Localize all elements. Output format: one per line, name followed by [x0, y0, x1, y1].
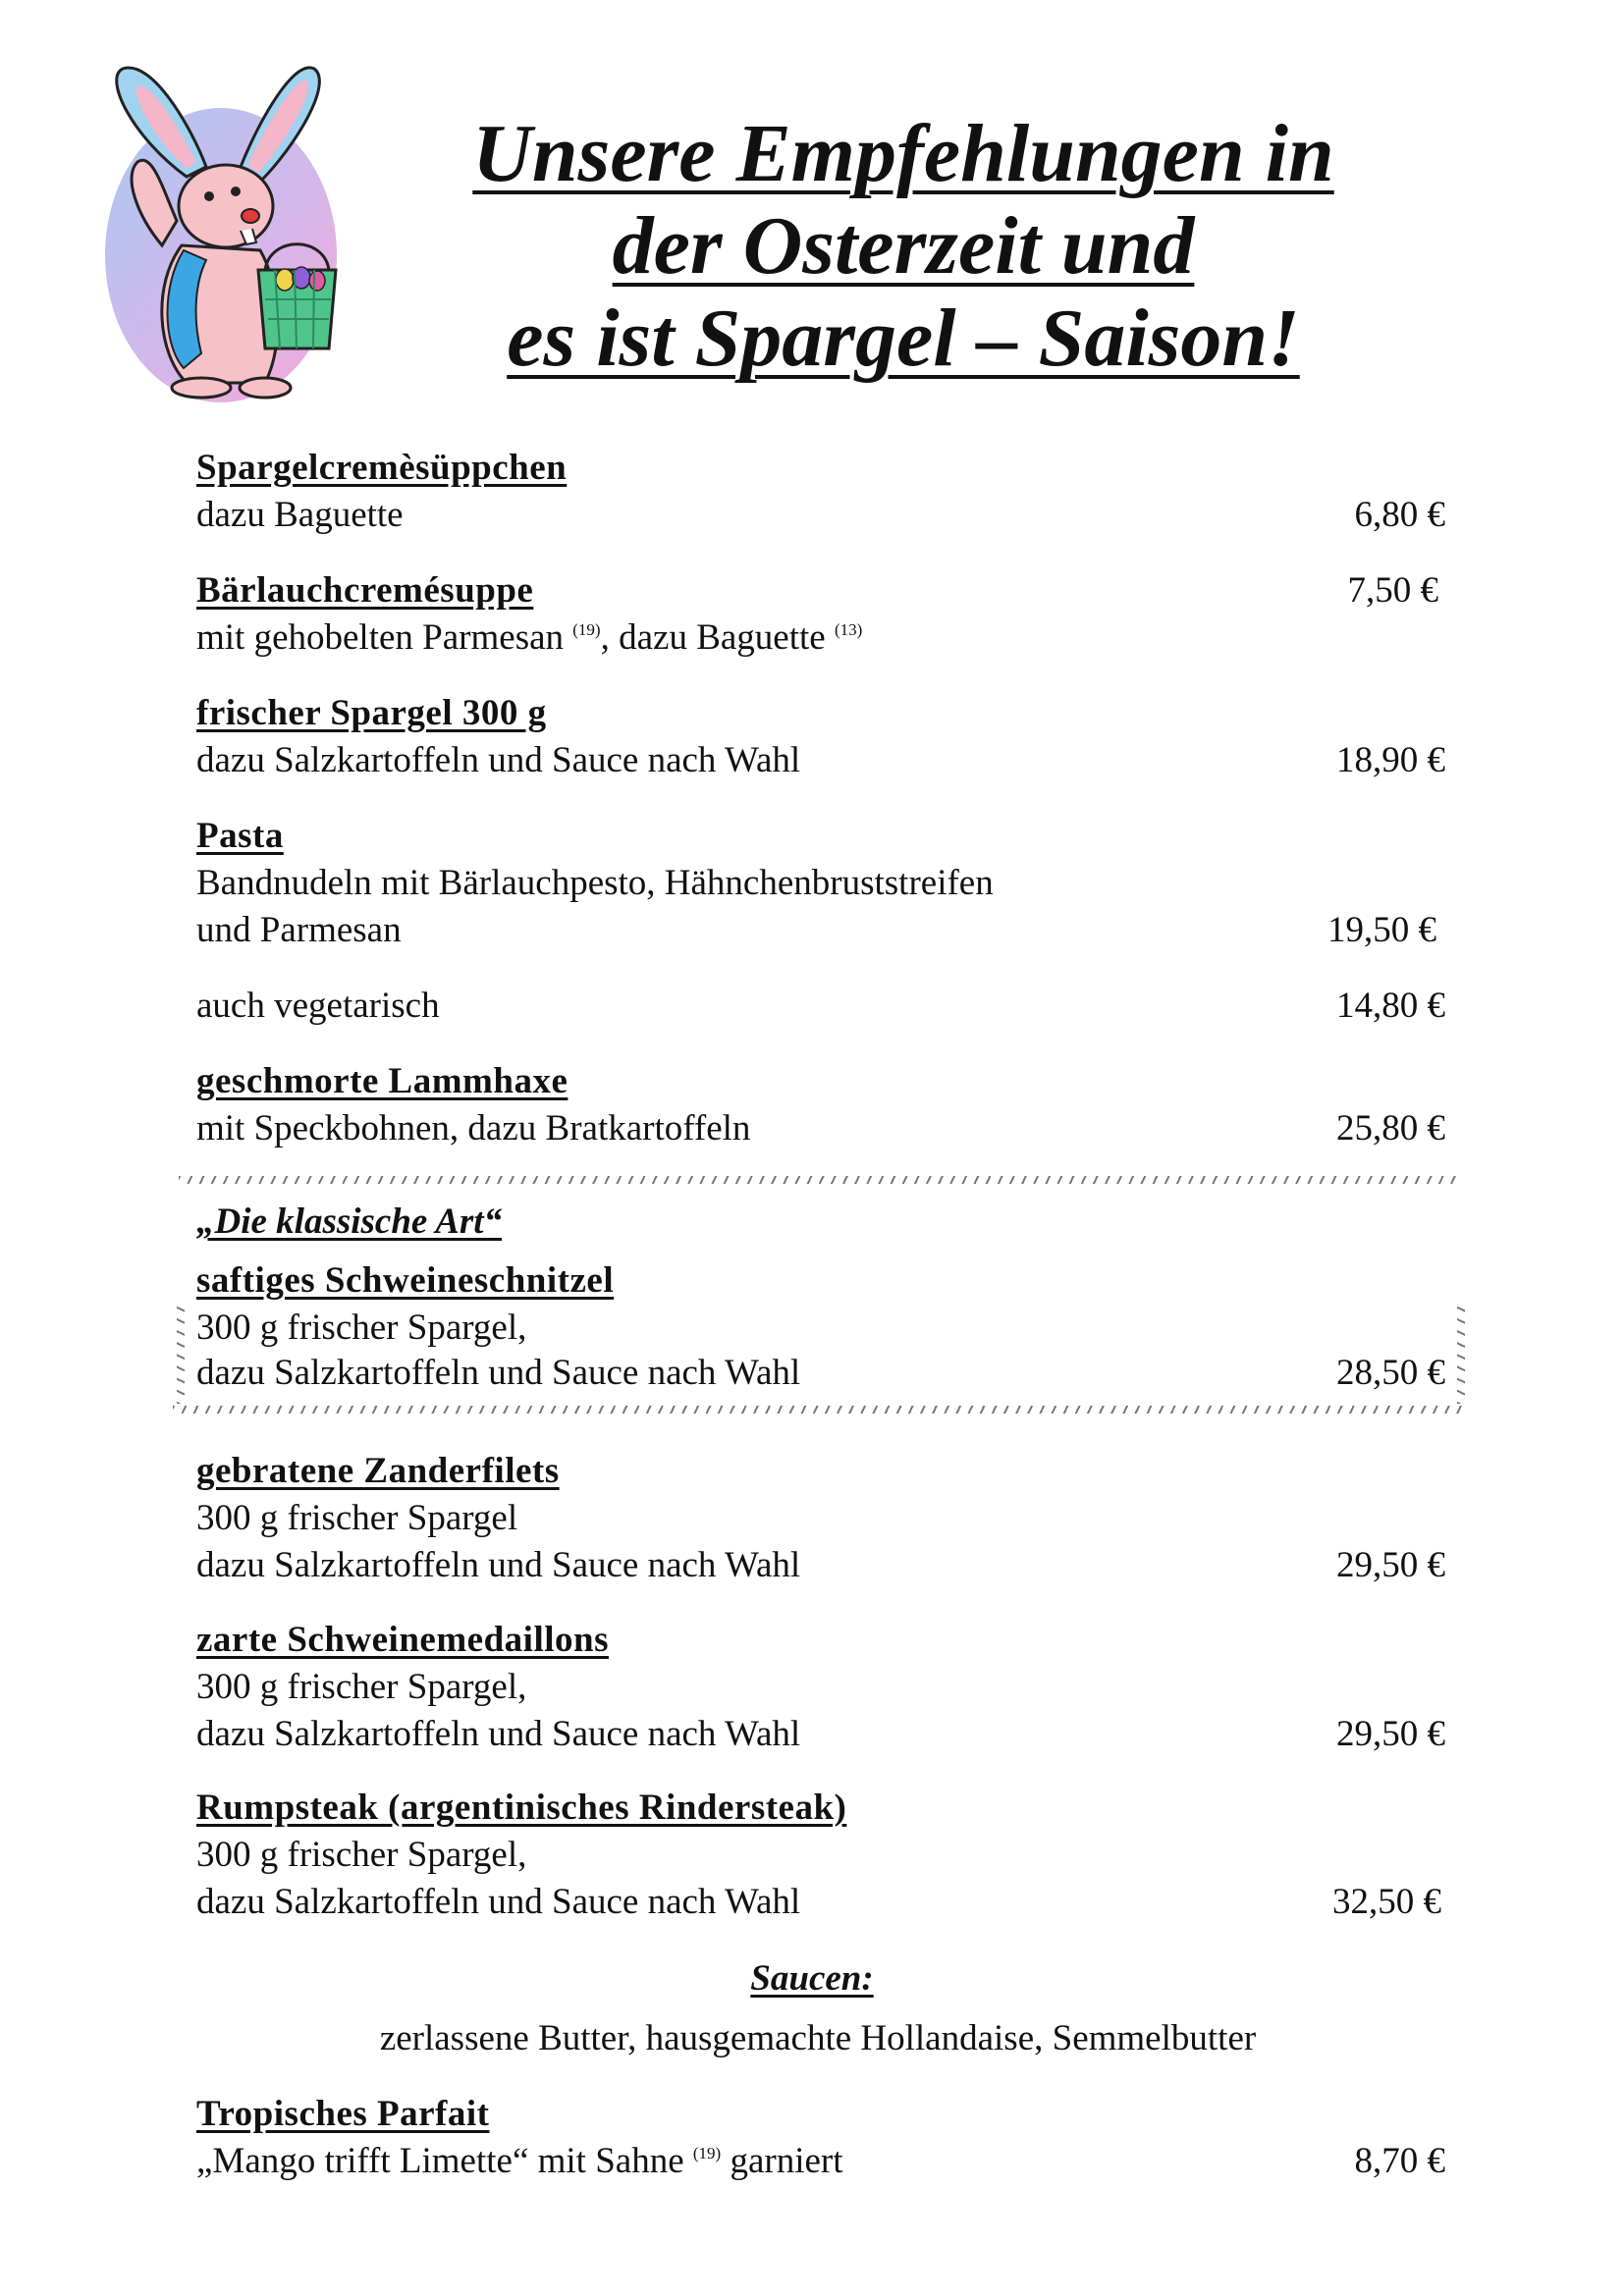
menu-item-variant: auch vegetarisch	[196, 986, 440, 1026]
menu-item-desc: dazu Salzkartoffeln und Sauce nach Wahl	[196, 1545, 801, 1585]
menu-item-desc: dazu Salzkartoffeln und Sauce nach Wahl	[196, 1882, 801, 1922]
dashed-divider	[177, 1306, 185, 1404]
menu-item-name: Bärlauchcremésuppe	[196, 570, 534, 611]
menu-item-name: frischer Spargel 300 g	[196, 693, 547, 733]
menu-item-desc: dazu Salzkartoffeln und Sauce nach Wahl	[196, 1353, 801, 1393]
footnote-marker: (13)	[834, 620, 863, 639]
menu-item-desc: dazu Salzkartoffeln und Sauce nach Wahl	[196, 1714, 801, 1754]
menu-item-price: 7,50 €	[1347, 570, 1438, 611]
menu-item-desc: „Mango trifft Limette“ mit Sahne $^{(19)}$ garniert	[196, 2141, 843, 2181]
title-line-2: der Osterzeit und	[612, 200, 1195, 292]
menu-item-name: gebratene Zanderfilets	[196, 1451, 560, 1491]
menu-item-name: Pasta	[196, 816, 284, 856]
menu-item-price: 14,80 €	[1336, 986, 1445, 1026]
menu-item-price: 8,70 €	[1354, 2141, 1445, 2181]
dashed-divider	[173, 1406, 1467, 1414]
menu-item-price: 29,50 €	[1336, 1714, 1445, 1754]
menu-item-price: 25,80 €	[1336, 1108, 1445, 1148]
footnote-marker: (19)	[572, 620, 601, 639]
menu-item-name: Rumpsteak (argentinisches Rindersteak)	[196, 1788, 847, 1828]
sauces-list: zerlassene Butter, hausgemachte Hollandaise, Semmelbutter	[379, 2018, 1257, 2058]
title-line-3: es ist Spargel – Saison!	[507, 293, 1300, 384]
menu-item-desc: 300 g frischer Spargel,	[196, 1835, 527, 1875]
menu-item-name: saftiges Schweineschnitzel	[196, 1260, 615, 1301]
menu-item-desc: 300 g frischer Spargel,	[196, 1667, 527, 1707]
menu-item-name: Tropisches Parfait	[196, 2094, 490, 2134]
menu-item-desc: 300 g frischer Spargel,	[196, 1308, 527, 1348]
menu-item-desc: dazu Salzkartoffeln und Sauce nach Wahl	[196, 740, 801, 780]
menu-item-desc: mit gehobelten Parmesan $^{(19)}$, dazu Baguette $^{(13)}$	[196, 617, 863, 658]
footnote-marker: (19)	[692, 2144, 722, 2163]
menu-item-name: geschmorte Lammhaxe	[196, 1061, 568, 1101]
page-title	[383, 108, 1424, 385]
menu-item-price: 6,80 €	[1354, 495, 1445, 535]
section-heading-sauces: Saucen:	[750, 1958, 874, 1999]
menu-item-desc: und Parmesan	[196, 910, 402, 950]
menu-item-price: 29,50 €	[1336, 1545, 1445, 1585]
menu-item-name: zarte Schweinemedaillons	[196, 1620, 609, 1660]
section-heading-classic: „Die klassische Art“	[196, 1201, 503, 1242]
menu-item-desc: 300 g frischer Spargel	[196, 1498, 518, 1538]
menu-item-desc: Bandnudeln mit Bärlauchpesto, Hähnchenbruststreifen	[196, 863, 994, 903]
menu-item-desc: mit Speckbohnen, dazu Bratkartoffeln	[196, 1108, 751, 1148]
menu-item-price: 19,50 €	[1327, 910, 1436, 950]
menu-item-price: 28,50 €	[1336, 1353, 1445, 1393]
menu-item-name: Spargelcremèsüppchen	[196, 448, 568, 488]
dashed-divider	[1457, 1306, 1465, 1404]
easter-bunny-illustration	[93, 59, 378, 402]
dashed-divider	[179, 1176, 1460, 1184]
title-line-1: Unsere Empfehlungen in	[472, 108, 1334, 199]
menu-item-desc: dazu Baguette	[196, 495, 404, 535]
menu-item-price: 32,50 €	[1332, 1882, 1441, 1922]
menu-item-price: 18,90 €	[1336, 740, 1445, 780]
